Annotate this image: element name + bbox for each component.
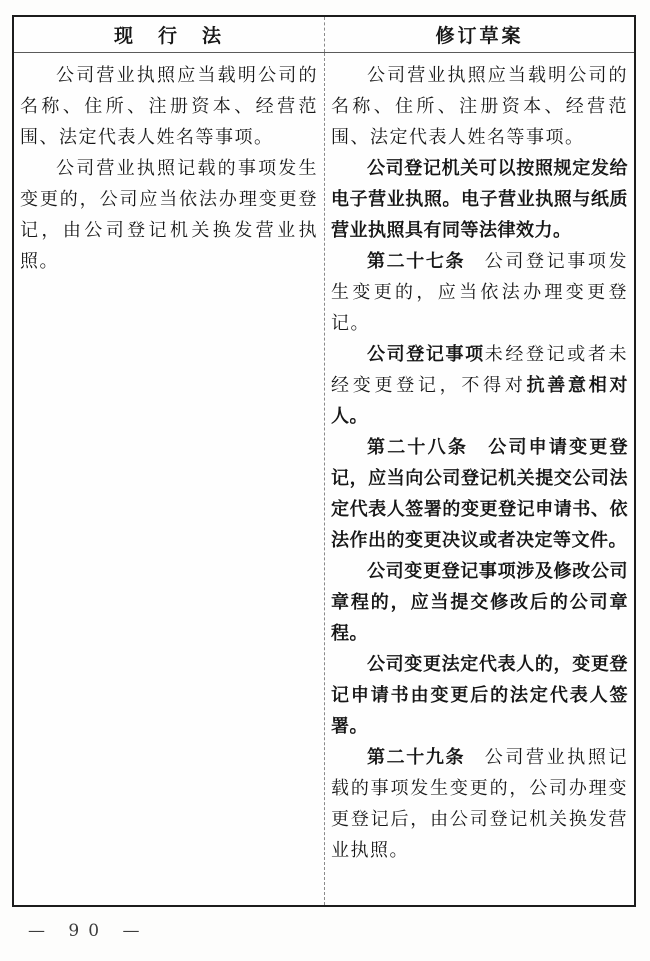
text-run: 公司营业执照应当载明公司的名称、住所、注册资本、经营范围、法定代表人姓名等事项。 <box>20 65 318 148</box>
current-law-cell <box>14 53 324 905</box>
header-revised-draft: 修订草案 <box>324 17 634 52</box>
law-paragraph <box>331 339 628 432</box>
text-run: 公司登记事项发生变更的，应当依法办理变更登记。 <box>331 251 628 334</box>
amended-text-run: 公司登记机关可以按照规定发给电子营业执照。电子营业执照与纸质营业执照具有同等法律效力。 <box>331 158 628 241</box>
amended-text-run: 第二十九条 <box>367 747 485 768</box>
table-header-row <box>14 17 634 53</box>
text-run: 未经登记或者未经变更登记，不得对 <box>331 344 628 396</box>
amended-text-run: 公司变更法定代表人的，变更登记申请书由变更后的法定代表人签署。 <box>331 654 628 737</box>
page-number: — 90 — <box>28 921 149 941</box>
law-paragraph <box>331 556 628 649</box>
law-paragraph <box>331 742 628 866</box>
header-current-law: 现 行 法 <box>113 25 224 47</box>
revised-draft-cell <box>324 53 634 905</box>
amended-text-run: 第二十八条 公司申请变更登记，应当向公司登记机关提交公司法定代表人签署的变更登记申请书、依法作出的变更决议或者决定等文件。 <box>331 437 628 551</box>
law-paragraph <box>331 432 628 556</box>
text-run: 公司营业执照记载的事项发生变更的，公司办理变更登记后，由公司登记机关换发营业执照。 <box>331 747 628 861</box>
amended-text-run: 公司变更登记事项涉及修改公司章程的，应当提交修改后的公司章程。 <box>331 561 628 644</box>
table-body-row <box>14 53 634 905</box>
law-paragraph <box>331 60 628 153</box>
amended-text-run: 第二十七条 <box>367 251 485 272</box>
law-paragraph <box>331 246 628 339</box>
text-run: 公司营业执照记载的事项发生变更的，公司应当依法办理变更登记，由公司登记机关换发营业执照。 <box>20 158 318 272</box>
law-paragraph <box>331 649 628 742</box>
law-paragraph <box>331 153 628 246</box>
comparison-table <box>12 15 636 907</box>
amended-text-run: 抗善意相对人。 <box>331 375 629 427</box>
text-run: 公司营业执照应当载明公司的名称、住所、注册资本、经营范围、法定代表人姓名等事项。 <box>331 65 628 148</box>
law-paragraph <box>20 60 318 153</box>
amended-text-run: 公司登记事项 <box>367 344 485 365</box>
law-paragraph <box>20 153 318 277</box>
